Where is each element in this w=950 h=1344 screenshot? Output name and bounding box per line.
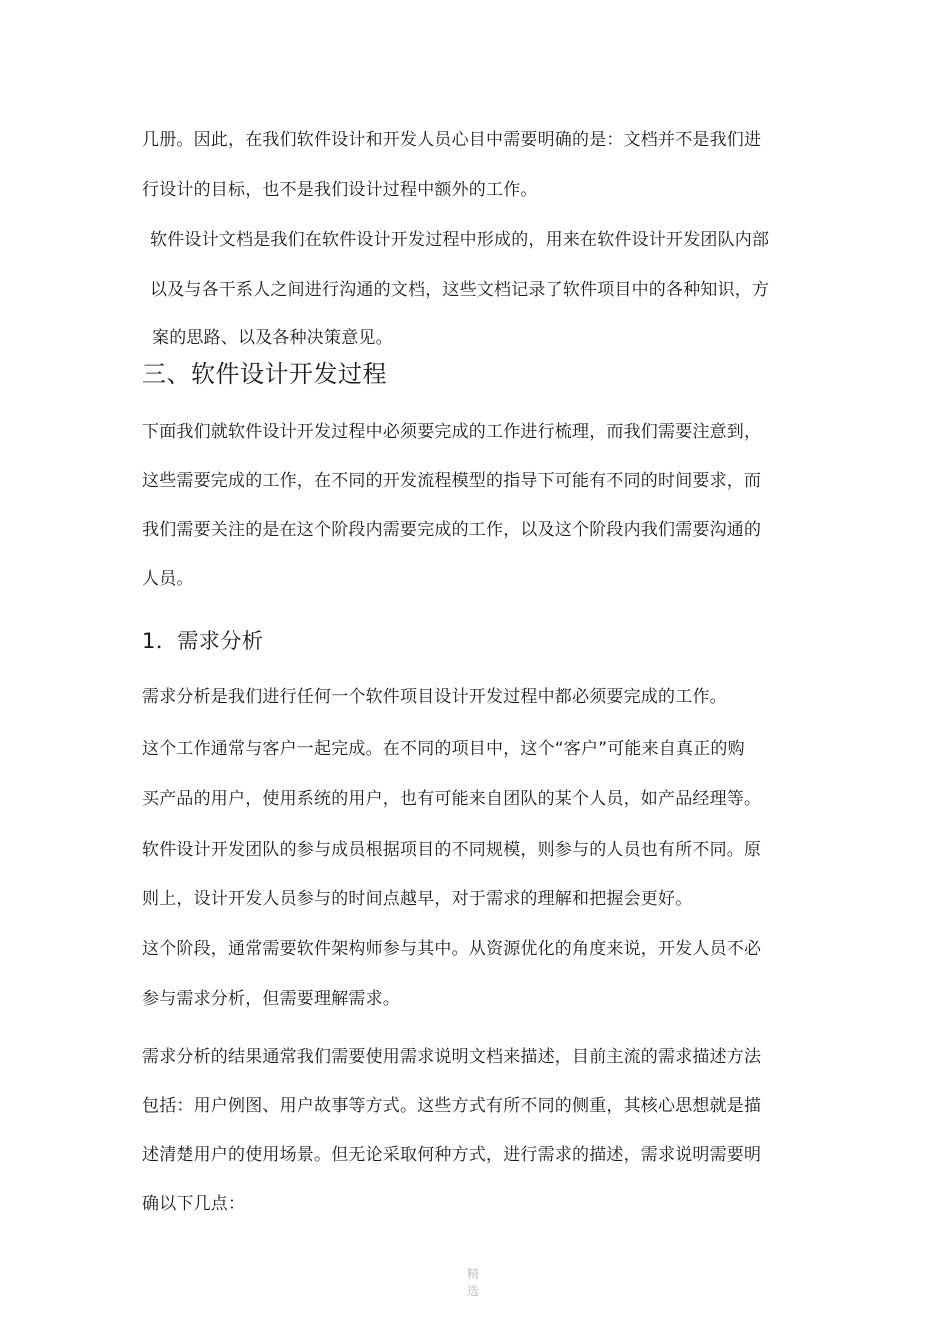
subsection-heading: 1．需求分析 <box>142 629 264 653</box>
paragraph-line: 需求分析是我们进行任何一个软件项目设计开发过程中都必须要完成的工作。 <box>142 687 727 707</box>
paragraph-line: 这个工作通常与客户一起完成。在不同的项目中，这个“客户”可能来自真正的购 <box>142 739 745 759</box>
paragraph-line: 则上，设计开发人员参与的时间点越早，对于需求的理解和把握会更好。 <box>142 889 693 909</box>
paragraph-line: 这些需要完成的工作，在不同的开发流程模型的指导下可能有不同的时间要求，而 <box>142 471 762 491</box>
footer-watermark: 精选 <box>466 1267 479 1298</box>
paragraph-line: 以及与各干系人之间进行沟通的文档，这些文档记录了软件项目中的各种知识，方 <box>150 280 770 300</box>
paragraph-line: 包括：用户例图、用户故事等方式。这些方式有所不同的侧重，其核心思想就是描 <box>142 1096 762 1116</box>
paragraph-line: 这个阶段，通常需要软件架构师参与其中。从资源优化的角度来说，开发人员不必 <box>142 939 762 959</box>
paragraph-line: 案的思路、以及各种决策意见。 <box>152 328 393 348</box>
paragraph-line: 我们需要关注的是在这个阶段内需要完成的工作，以及这个阶段内我们需要沟通的 <box>142 520 762 540</box>
paragraph-line: 软件设计文档是我们在软件设计开发过程中形成的，用来在软件设计开发团队内部 <box>150 230 770 250</box>
paragraph-line: 确以下几点： <box>142 1194 246 1214</box>
paragraph-line: 参与需求分析，但需要理解需求。 <box>142 989 400 1009</box>
section-heading: 三、软件设计开发过程 <box>142 360 387 388</box>
paragraph-line: 下面我们就软件设计开发过程中必须要完成的工作进行梳理，而我们需要注意到， <box>142 422 762 442</box>
paragraph-line: 人员。 <box>142 569 194 589</box>
paragraph-line: 软件设计开发团队的参与成员根据项目的不同规模，则参与的人员也有所不同。原 <box>142 840 762 860</box>
paragraph-line: 述清楚用户的使用场景。但无论采取何种方式，进行需求的描述，需求说明需要明 <box>142 1145 762 1165</box>
paragraph-line: 需求分析的结果通常我们需要使用需求说明文档来描述，目前主流的需求描述方法 <box>142 1047 762 1067</box>
paragraph-line: 行设计的目标，也不是我们设计过程中额外的工作。 <box>142 180 538 200</box>
paragraph-line: 买产品的用户，使用系统的用户，也有可能来自团队的某个人员，如产品经理等。 <box>142 789 762 809</box>
paragraph-line: 几册。因此，在我们软件设计和开发人员心目中需要明确的是：文档并不是我们进 <box>142 130 762 150</box>
